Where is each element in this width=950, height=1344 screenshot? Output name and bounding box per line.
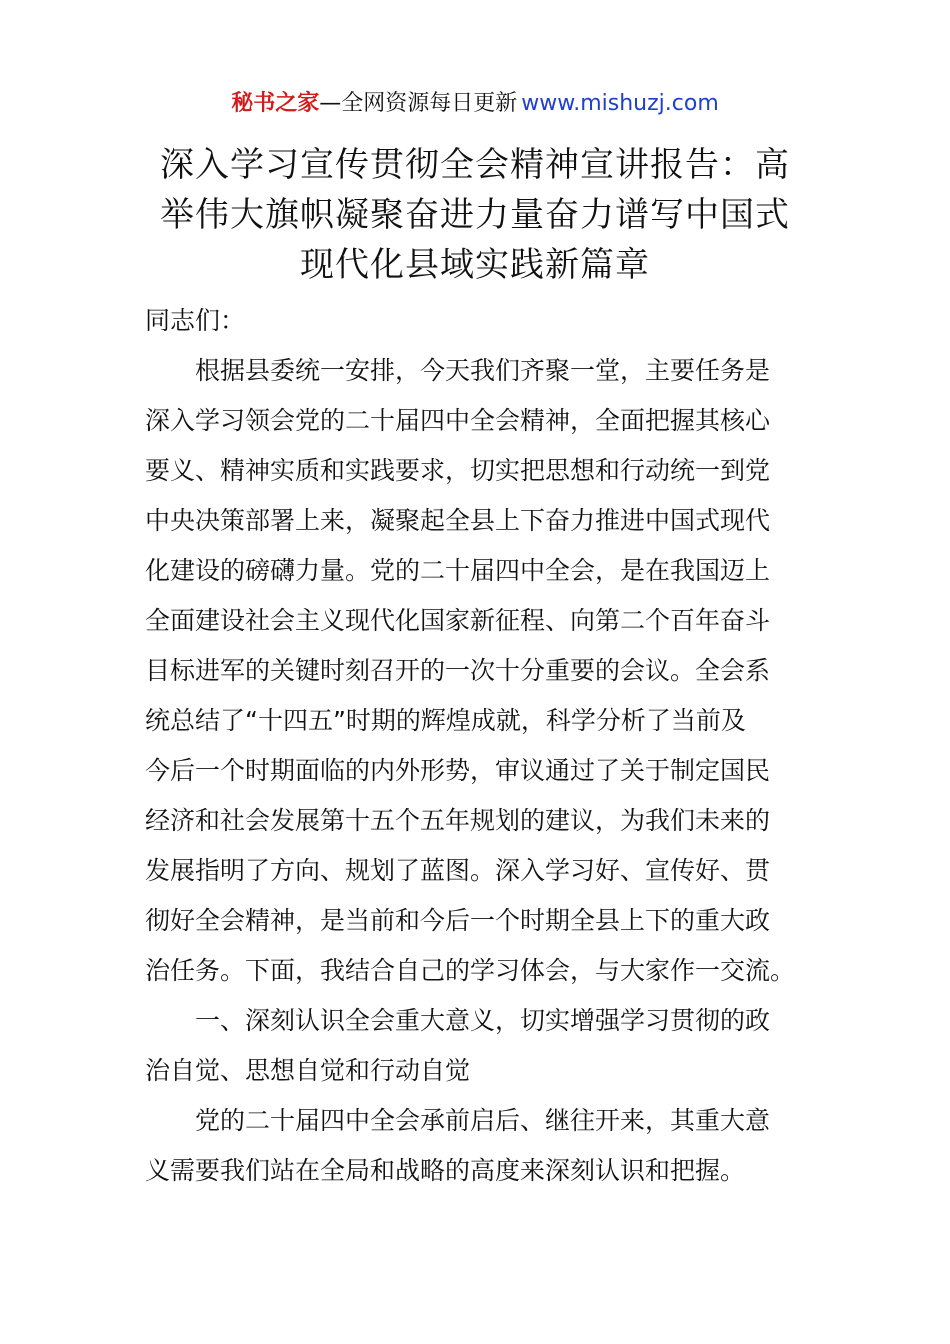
paragraph-line: 目标进军的关键时刻召开的一次十分重要的会议。全会系	[145, 656, 771, 685]
title-line: 举伟大旗帜凝聚奋进力量奋力谱写中国式	[160, 195, 790, 235]
paragraph-line: 经济和社会发展第十五个五年规划的建议，为我们未来的	[145, 806, 771, 835]
paragraph-line: 义需要我们站在全局和战略的高度来深刻认识和把握。	[145, 1156, 746, 1185]
paragraph-line: 要义、精神实质和实践要求，切实把思想和行动统一到党	[145, 456, 771, 485]
paragraph-line: 治任务。下面，我结合自己的学习体会，与大家作一交流。	[145, 956, 796, 985]
section-heading-line: 一、深刻认识全会重大意义，切实增强学习贯彻的政	[195, 1006, 771, 1035]
site-header	[0, 88, 950, 120]
paragraph-line: 彻好全会精神，是当前和今后一个时期全县上下的重大政	[145, 906, 771, 935]
document-title	[130, 140, 820, 290]
paragraph-line: 今后一个时期面临的内外形势，审议通过了关于制定国民	[145, 756, 771, 785]
paragraph-line: 化建设的磅礴力量。党的二十届四中全会，是在我国迈上	[145, 556, 771, 585]
paragraph-line: 统总结了“十四五”时期的辉煌成就，科学分析了当前及	[145, 706, 746, 735]
paragraph-line: 党的二十届四中全会承前启后、继往开来，其重大意	[195, 1106, 771, 1135]
title-line: 现代化县域实践新篇章	[300, 245, 650, 285]
site-url-link[interactable]: www.mishuzj.com	[521, 91, 719, 116]
site-brand: 秘书之家	[231, 91, 320, 116]
paragraph-line: 深入学习领会党的二十届四中全会精神，全面把握其核心	[145, 406, 771, 435]
paragraph-line: 发展指明了方向、规划了蓝图。深入学习好、宣传好、贯	[145, 856, 771, 885]
paragraph-line: 中央决策部署上来，凝聚起全县上下奋力推进中国式现代	[145, 506, 771, 535]
paragraph-line: 全面建设社会主义现代化国家新征程、向第二个百年奋斗	[145, 606, 771, 635]
title-line: 深入学习宣传贯彻全会精神宣讲报告：高	[160, 145, 790, 185]
site-tagline: —全网资源每日更新	[319, 91, 518, 116]
greeting: 同志们：	[145, 306, 246, 335]
document-body	[145, 296, 810, 1196]
paragraph-line: 根据县委统一安排，今天我们齐聚一堂，主要任务是	[195, 356, 771, 385]
section-heading-line: 治自觉、思想自觉和行动自觉	[145, 1056, 471, 1085]
